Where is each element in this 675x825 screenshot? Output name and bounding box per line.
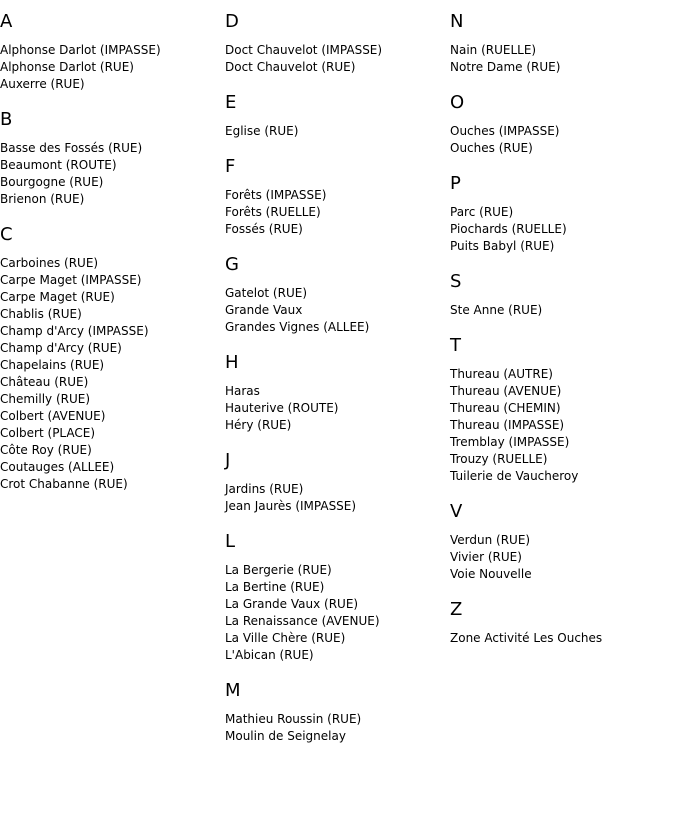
street-link[interactable]: Basse des Fossés (RUE) [0, 141, 143, 155]
street-link[interactable]: Champ d'Arcy (IMPASSE) [0, 324, 149, 338]
street-link[interactable]: Voie Nouvelle [450, 567, 532, 581]
street-link[interactable]: Crot Chabanne (RUE) [0, 477, 128, 491]
street-link[interactable]: Ouches (RUE) [450, 141, 533, 155]
street-link[interactable]: Gatelot (RUE) [225, 286, 308, 300]
street-link[interactable]: Coutauges (ALLEE) [0, 460, 115, 474]
street-list [225, 481, 449, 515]
street-link[interactable]: Piochards (RUELLE) [450, 222, 567, 236]
section-letter-heading: A [0, 11, 13, 32]
street-link[interactable]: Ste Anne (RUE) [450, 303, 543, 317]
street-link[interactable]: La Ville Chère (RUE) [225, 631, 346, 645]
section-letter-heading: G [225, 254, 239, 275]
street-link[interactable]: Héry (RUE) [225, 418, 292, 432]
street-link[interactable]: Mathieu Roussin (RUE) [225, 712, 362, 726]
street-link[interactable]: Trouzy (RUELLE) [450, 452, 548, 466]
street-link[interactable]: Forêts (IMPASSE) [225, 188, 327, 202]
section-letter-heading: H [225, 352, 239, 373]
letter-section [0, 11, 224, 93]
section-letter-heading: O [450, 92, 465, 113]
street-link[interactable]: Alphonse Darlot (RUE) [0, 60, 134, 74]
letter-section [450, 173, 674, 255]
letter-section [225, 156, 449, 238]
street-link[interactable]: Fossés (RUE) [225, 222, 303, 236]
street-list [225, 711, 449, 745]
street-link[interactable]: Nain (RUELLE) [450, 43, 537, 57]
street-column-2 [225, 11, 449, 761]
section-letter-heading: F [225, 156, 236, 177]
street-link[interactable]: Grande Vaux [225, 303, 303, 317]
street-link[interactable]: Ouches (IMPASSE) [450, 124, 560, 138]
section-letter-heading: B [0, 109, 13, 130]
section-letter-heading: Z [450, 599, 463, 620]
street-link[interactable]: La Bertine (RUE) [225, 580, 325, 594]
letter-section [0, 224, 224, 493]
street-list [225, 562, 449, 664]
street-link[interactable]: Jardins (RUE) [225, 482, 304, 496]
street-link[interactable]: Carboines (RUE) [0, 256, 99, 270]
street-column-1 [0, 11, 224, 509]
letter-section [450, 335, 674, 485]
letter-section [450, 599, 674, 647]
street-link[interactable]: Verdun (RUE) [450, 533, 531, 547]
letter-section [450, 501, 674, 583]
street-list [225, 187, 449, 238]
street-link[interactable]: Alphonse Darlot (IMPASSE) [0, 43, 161, 57]
section-letter-heading: D [225, 11, 239, 32]
section-letter-heading: P [450, 173, 461, 194]
street-link[interactable]: Chapelains (RUE) [0, 358, 105, 372]
street-link[interactable]: La Grande Vaux (RUE) [225, 597, 359, 611]
street-list [225, 383, 449, 434]
street-list [0, 255, 224, 493]
section-letter-heading: E [225, 92, 237, 113]
street-link[interactable]: Colbert (PLACE) [0, 426, 96, 440]
section-letter-heading: L [225, 531, 236, 552]
section-letter-heading: M [225, 680, 241, 701]
street-link[interactable]: Chemilly (RUE) [0, 392, 91, 406]
street-link[interactable]: Chablis (RUE) [0, 307, 82, 321]
street-link[interactable]: Doct Chauvelot (RUE) [225, 60, 356, 74]
street-link[interactable]: Auxerre (RUE) [0, 77, 85, 91]
street-list [450, 42, 674, 76]
street-link[interactable]: Thureau (AUTRE) [450, 367, 553, 381]
street-link[interactable]: Tuilerie de Vaucheroy [450, 469, 579, 483]
letter-section [225, 92, 449, 140]
street-link[interactable]: La Renaissance (AVENUE) [225, 614, 380, 628]
section-letter-heading: J [225, 450, 231, 471]
street-link[interactable]: Moulin de Seignelay [225, 729, 346, 743]
street-list [225, 285, 449, 336]
street-link[interactable]: Doct Chauvelot (IMPASSE) [225, 43, 383, 57]
street-list [225, 42, 449, 76]
street-link[interactable]: Grandes Vignes (ALLEE) [225, 320, 370, 334]
street-list [450, 366, 674, 485]
letter-section [225, 680, 449, 745]
street-link[interactable]: Jean Jaurès (IMPASSE) [225, 499, 357, 513]
street-link[interactable]: Zone Activité Les Ouches [450, 631, 603, 645]
street-column-3 [450, 11, 674, 663]
street-link[interactable]: Puits Babyl (RUE) [450, 239, 555, 253]
street-link[interactable]: Thureau (AVENUE) [450, 384, 562, 398]
section-letter-heading: T [450, 335, 461, 356]
section-letter-heading: V [450, 501, 463, 522]
letter-section [225, 531, 449, 664]
street-list [450, 532, 674, 583]
letter-section [225, 352, 449, 434]
letter-section [450, 271, 674, 319]
street-link[interactable]: Carpe Maget (IMPASSE) [0, 273, 142, 287]
letter-section [450, 92, 674, 157]
street-link[interactable]: Hauterive (ROUTE) [225, 401, 339, 415]
street-link[interactable]: Thureau (CHEMIN) [450, 401, 561, 415]
street-link[interactable]: Carpe Maget (RUE) [0, 290, 115, 304]
street-link[interactable]: Haras [225, 384, 260, 398]
street-link[interactable]: Forêts (RUELLE) [225, 205, 321, 219]
street-link[interactable]: Côte Roy (RUE) [0, 443, 92, 457]
street-link[interactable]: Thureau (IMPASSE) [450, 418, 565, 432]
street-list [450, 123, 674, 157]
letter-section [450, 11, 674, 76]
street-link[interactable]: Champ d'Arcy (RUE) [0, 341, 122, 355]
street-link[interactable]: Beaumont (ROUTE) [0, 158, 117, 172]
street-link[interactable]: L'Abican (RUE) [225, 648, 314, 662]
letter-section [0, 109, 224, 208]
section-letter-heading: N [450, 11, 464, 32]
street-link[interactable]: Vivier (RUE) [450, 550, 522, 564]
street-list [450, 630, 674, 647]
street-link[interactable]: Tremblay (IMPASSE) [450, 435, 570, 449]
street-link[interactable]: Brienon (RUE) [0, 192, 85, 206]
street-link[interactable]: Château (RUE) [0, 375, 89, 389]
street-link[interactable]: Eglise (RUE) [225, 124, 299, 138]
section-letter-heading: S [450, 271, 462, 292]
street-list [225, 123, 449, 140]
street-link[interactable]: Notre Dame (RUE) [450, 60, 561, 74]
section-letter-heading: C [0, 224, 13, 245]
street-link[interactable]: Bourgogne (RUE) [0, 175, 104, 189]
letter-section [225, 11, 449, 76]
street-list [0, 42, 224, 93]
street-list [450, 204, 674, 255]
street-link[interactable]: Colbert (AVENUE) [0, 409, 106, 423]
letter-section [225, 254, 449, 336]
street-link[interactable]: Parc (RUE) [450, 205, 514, 219]
letter-section [225, 450, 449, 515]
street-list [0, 140, 224, 208]
street-link[interactable]: La Bergerie (RUE) [225, 563, 332, 577]
street-list [450, 302, 674, 319]
